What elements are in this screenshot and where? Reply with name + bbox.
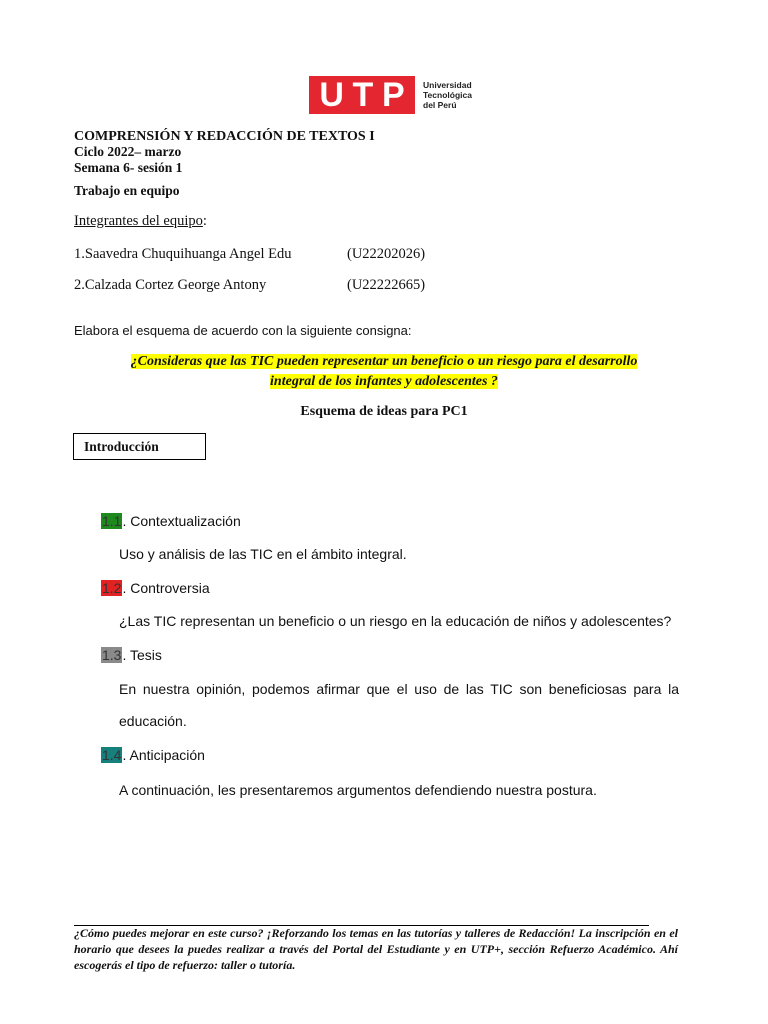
- section-title: . Controversia: [122, 580, 210, 596]
- section-body: Uso y análisis de las TIC en el ámbito integral.: [119, 546, 407, 562]
- section-title: . Contextualización: [122, 513, 241, 529]
- member-code: (U22202026): [347, 246, 426, 262]
- footer-note: ¿Cómo puedes mejorar en este curso? ¡Reforzando los temas en las tutorías y talleres de Redacción! La inscripción en el horario que desees la puedes realizar a través del Portal del Estudiante y en UTP+, sección Refuerzo Académico. Ahí escogerás el tipo de refuerzo: taller o tutoría.: [74, 926, 678, 972]
- section-body-line-2: educación.: [119, 713, 187, 729]
- section-heading-anticipacion: [101, 747, 205, 763]
- section-body-line-1: En nuestra opinión, podemos afirmar que el uso de las TIC son beneficiosas para la: [119, 681, 679, 697]
- section-body: A continuación, les presentaremos argumentos defendiendo nuestra postura.: [119, 782, 597, 798]
- members-label-text: Integrantes del equipo: [74, 213, 203, 229]
- logo-line-1: Universidad: [423, 80, 472, 90]
- utp-logo: [309, 76, 472, 114]
- section-heading-controversia: [101, 580, 210, 596]
- logo-university-name: [423, 80, 472, 110]
- section-body: ¿Las TIC representan un beneficio o un riesgo en la educación de niños y adolescentes?: [119, 613, 672, 629]
- section-number: 1.2: [102, 580, 122, 596]
- logo-letters-box: [309, 76, 415, 114]
- section-number: 1.1: [102, 513, 122, 529]
- section-heading-contextualizacion: [101, 513, 241, 529]
- course-cycle: Ciclo 2022– marzo: [74, 144, 182, 159]
- logo-letter-u: U: [319, 76, 344, 114]
- section-number: 1.3: [102, 647, 122, 663]
- section-title: . Anticipación: [122, 747, 205, 763]
- question-line-1: ¿Consideras que las TIC pueden representar un beneficio o un riesgo para el desarrollo: [130, 354, 638, 369]
- section-heading-tesis: [101, 647, 162, 663]
- section-number: 1.4: [102, 747, 122, 763]
- instruction-text: Elabora el esquema de acuerdo con la siguiente consigna:: [74, 323, 412, 338]
- logo-letter-t: T: [352, 76, 374, 114]
- course-week: Semana 6- sesión 1: [74, 160, 183, 175]
- logo-line-3: del Perú: [423, 100, 457, 110]
- section-title: . Tesis: [122, 647, 162, 663]
- course-title: COMPRENSIÓN Y REDACCIÓN DE TEXTOS I: [74, 129, 375, 144]
- member-name: 2.Calzada Cortez George Antony: [74, 277, 267, 293]
- introduction-box: Introducción: [73, 433, 206, 460]
- members-label: [74, 213, 207, 230]
- member-code: (U22222665): [347, 277, 426, 293]
- logo-letter-p: P: [381, 76, 405, 114]
- members-label-colon: :: [202, 213, 207, 229]
- member-name: 1.Saavedra Chuquihuanga Angel Edu: [74, 246, 292, 262]
- question-line-2: integral de los infantes y adolescentes ?: [270, 374, 498, 389]
- work-type: Trabajo en equipo: [74, 183, 180, 198]
- scheme-title: Esquema de ideas para PC1: [300, 404, 468, 419]
- guiding-question: [74, 352, 694, 392]
- logo-line-2: Tecnológica: [423, 90, 472, 100]
